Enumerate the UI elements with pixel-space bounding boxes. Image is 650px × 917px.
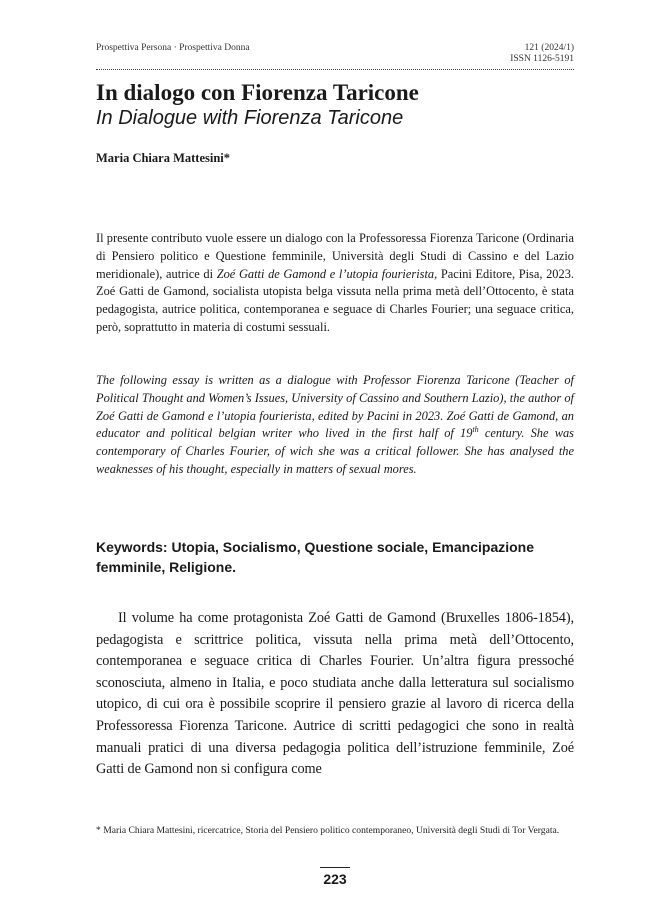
page-number-rule	[320, 867, 350, 868]
page-number: 223	[323, 871, 347, 887]
footnote: * Maria Chiara Mattesini, ricercatrice, Storia del Pensiero politico contemporaneo, Università degli Studi di Tor Vergata.	[96, 825, 560, 836]
article-subtitle: In Dialogue with Fiorenza Taricone	[96, 107, 404, 129]
abstract-english	[96, 372, 574, 479]
running-head	[96, 43, 574, 65]
abstract-italian-part1: Il presente contributo vuole essere un dialogo con la Professoressa Fiorenza Taricone (Ordinaria di Pensiero politico e Questione femminile, Università degli Studi di Cassino e del Lazio meridionale), autrice di	[96, 231, 574, 281]
issue-number: 121 (2024/1)	[524, 43, 574, 53]
abstract-italian	[96, 230, 574, 337]
book-title: Zoé Gatti de Gamond e l’utopia fourierista	[216, 266, 435, 281]
abstract-italian-part2: , Pacini Editore, Pisa, 2023. Zoé Gatti de Gamond, socialista utopista belga vissuta nella prima metà dell’Ottocento, è stata pedagogista, autrice politica, contemporanea e seguace di Charles Fourier; una seguace critica, però, soprattutto in materia di costumi sessuali.	[96, 266, 574, 334]
issue-info	[510, 43, 574, 65]
document-page	[96, 0, 574, 917]
keywords: Keywords: Utopia, Socialismo, Questione sociale, Emancipazione femminile, Religione.	[96, 539, 535, 575]
author-name: Maria Chiara Mattesini*	[96, 151, 231, 165]
abstract-english-part1: The following essay is written as a dialogue with Professor Fiorenza Taricone (Teacher of Political Thought and Women’s Issues, University of Cassino and Southern Lazio), the author of Zoé Gatti de Gamond e l’utopia fourierista, edited by Pacini in 2023. Zoé Gatti de Gamond, an educator and political belgian writer who lived in the first half of 19	[96, 373, 574, 441]
abstract-english-part2: century. She was contemporary of Charles Fourier, of wich she was a critical follower. She has analysed the weaknesses of his thought, especially in matters of sexual mores.	[96, 426, 574, 476]
body-paragraph: Il volume ha come protagonista Zoé Gatti de Gamond (Bruxelles 1806-1854), pedagogista e scrittrice politica, vissuta nella prima metà dell’Ottocento, contemporanea e seguace critica di Charles Fourier. Un’altra figura pressoché sconosciuta, almeno in Italia, e poco studiata anche dalla letteratura sul socialismo utopico, di cui ora è possibile scoprire il pensiero grazie al lavoro di ricerca della Professoressa Fiorenza Taricone. Autrice di scritti pedagogici che sono in realtà manuali pratici di una diversa pedagogia politica dell’istruzione femminile, Zoé Gatti de Gamond non si configura come	[96, 610, 574, 778]
journal-name: Prospettiva Persona · Prospettiva Donna	[96, 43, 250, 53]
ordinal-suffix: th	[472, 425, 479, 435]
article-title: In dialogo con Fiorenza Taricone	[96, 80, 419, 105]
issn: ISSN 1126-5191	[510, 54, 574, 64]
header-divider	[96, 69, 574, 70]
